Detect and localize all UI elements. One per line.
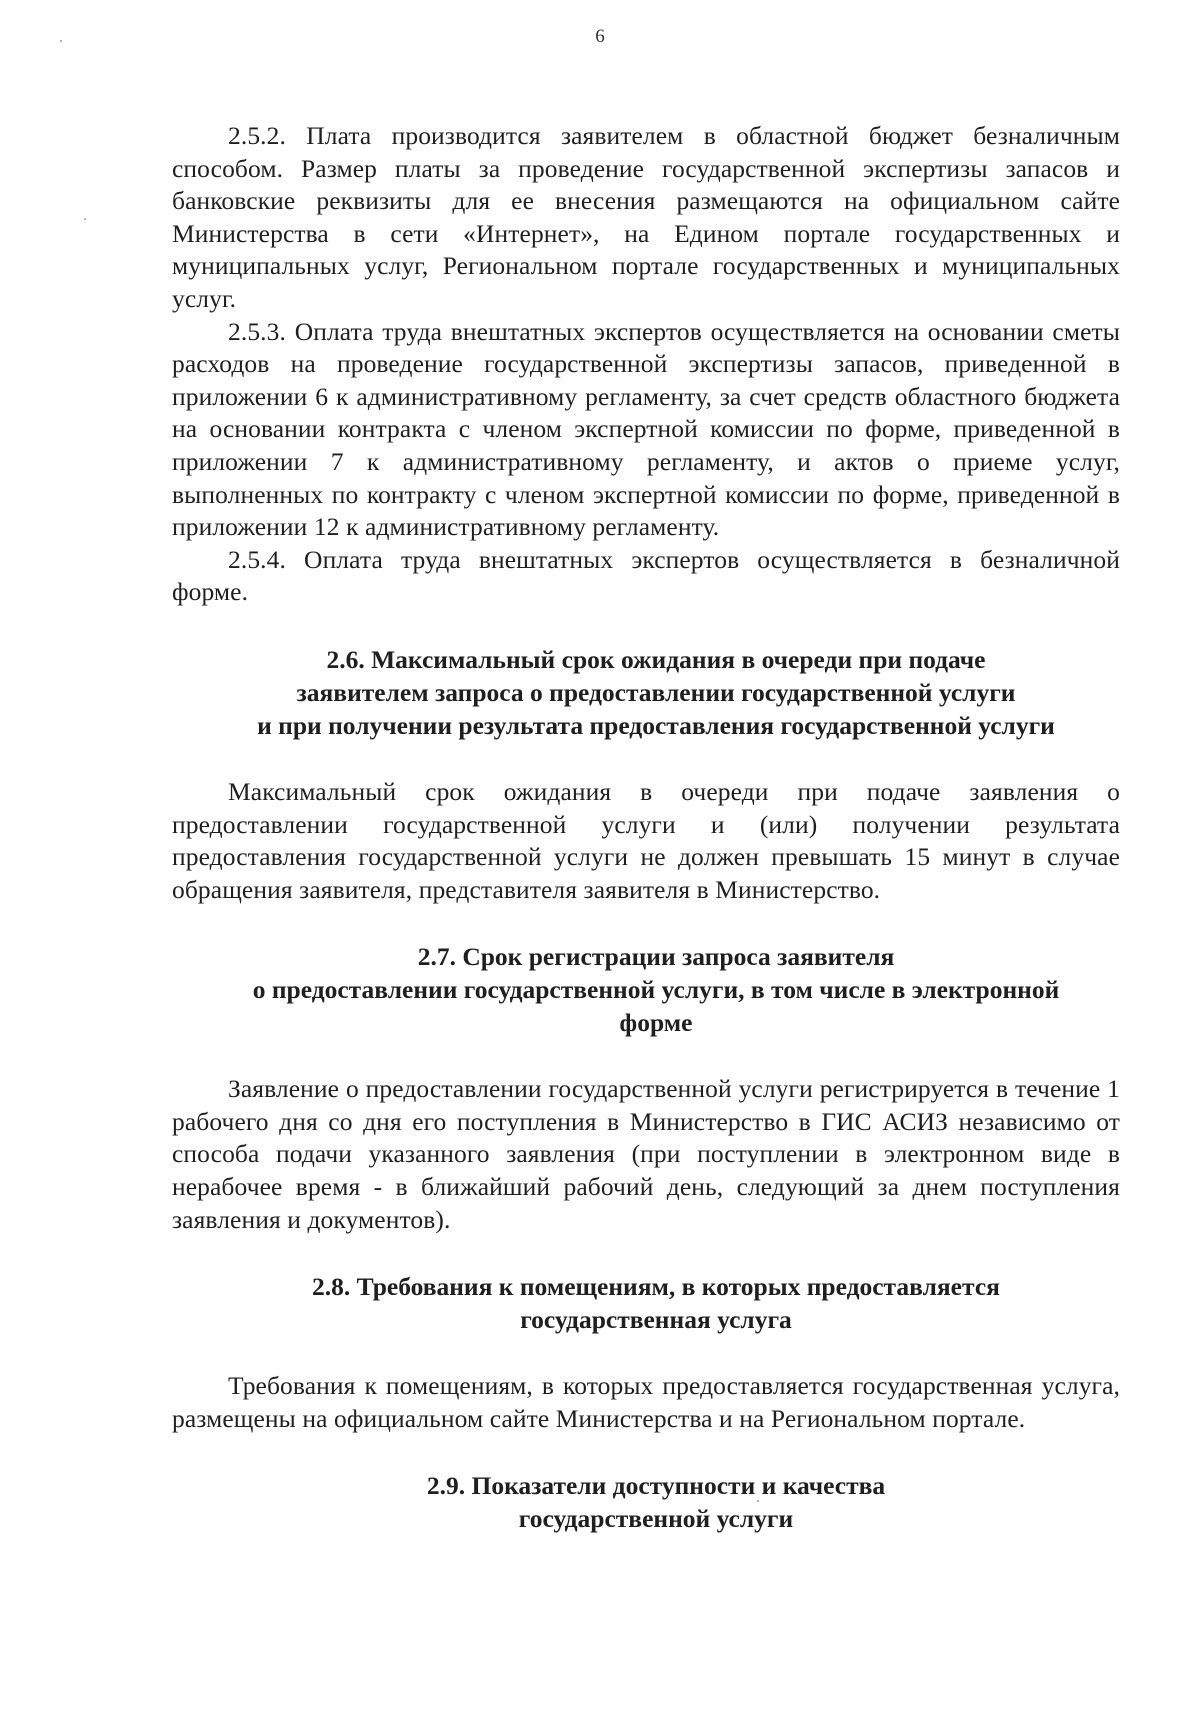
scan-speck <box>757 1500 759 1502</box>
heading-2-6-line-1: 2.6. Максимальный срок ожидания в очереди при подаче <box>326 644 986 674</box>
heading-2-6-line-2: заявителем запроса о предоставлении государственной услуги <box>296 677 1016 707</box>
paragraph-2-8: Требования к помещениям, в которых предоставляется государственная услуга, размещены на официальном сайте Министерства и на Региональном портале. <box>172 1371 1120 1433</box>
heading-2-6 <box>172 643 1120 742</box>
paragraph-2-7: Заявление о предоставлении государственной услуги регистрируется в течение 1 рабочего дня со дня его поступления в Министерство в ГИС АСИЗ независимо от способа подачи указанного заявления (при поступлении в электронном виде в нерабочее время - в ближайший рабочий день, следующий за днем поступления заявления и документов). <box>172 1074 1120 1234</box>
document-body <box>172 120 1120 1535</box>
paragraph-2-5-2: 2.5.2. Плата производится заявителем в областной бюджет безналичным способом. Размер платы за проведение государственной экспертизы запасов и банковские реквизиты для ее внесения размещаются на официальном сайте Министерства в сети «Интернет», на Едином портале государственных и муниципальных услуг, Региональном портале государственных и муниципальных услуг. <box>172 121 1120 313</box>
heading-2-7-line-1: 2.7. Срок регистрации запроса заявителя <box>417 942 895 972</box>
paragraph-2-5-3: 2.5.3. Оплата труда внештатных экспертов осуществляется на основании сметы расходов на проведение государственной экспертизы запасов, приведенной в приложении 6 к административному регламенту, за счет средств областного бюджета на основании контракта с членом экспертной комиссии по форме, приведенной в приложении 7 к административному регламенту, и актов о приеме услуг, выполненных по контракту с членом экспертной комиссии по форме, приведенной в приложении 12 к административному регламенту. <box>172 316 1120 542</box>
scan-speck <box>84 218 86 220</box>
heading-2-7-line-3: форме <box>619 1008 693 1038</box>
heading-2-6-line-3: и при получении результата предоставления государственной услуги <box>257 710 1055 740</box>
heading-2-9-line-1: 2.9. Показатели доступности и качества <box>426 1471 886 1501</box>
heading-2-9 <box>172 1469 1120 1535</box>
heading-2-9-line-2: государственной услуги <box>518 1504 794 1534</box>
paragraph-2-6: Максимальный срок ожидания в очереди при подаче заявления о предоставлении государственной услуги и (или) получении результата предоставления государственной услуги не должен превышать 15 минут в случае обращения заявителя, представителя заявителя в Министерство. <box>172 776 1120 904</box>
heading-2-8-line-2: государственная услуга <box>520 1305 792 1335</box>
page-number: 6 <box>595 26 605 47</box>
heading-2-7 <box>172 940 1120 1039</box>
heading-2-8-line-1: 2.8. Требования к помещениям, в которых предоставляется <box>312 1272 1000 1302</box>
heading-2-8 <box>172 1270 1120 1336</box>
scan-speck <box>60 40 62 42</box>
heading-2-7-line-2: о предоставлении государственной услуги, в том числе в электронной <box>252 975 1060 1005</box>
paragraph-2-5-4: 2.5.4. Оплата труда внештатных экспертов осуществляется в безналичной форме. <box>172 544 1120 607</box>
